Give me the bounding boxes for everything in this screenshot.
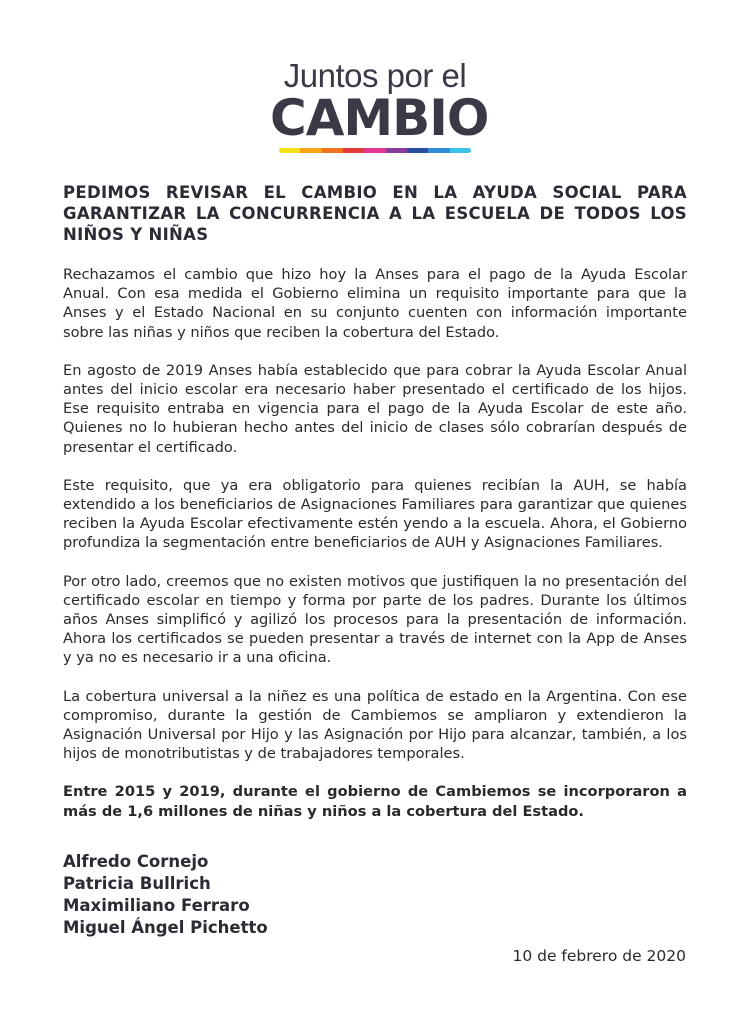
statement-body — [63, 265, 687, 840]
stripe-segment — [450, 148, 471, 153]
stripe-segment — [386, 148, 407, 153]
paragraph-1: Rechazamos el cambio que hizo hoy la Anses para el pago de la Ayuda Escolar Anual. Con esa medida el Gobierno elimina un requisito importante para que la Anses y el Estado Nacional en su conjunto cuenten con información importante sobre las niñas y niños que reciben la cobertura del Estado. — [63, 266, 687, 341]
paragraph-5: La cobertura universal a la niñez es una política de estado en la Argentina. Con ese compromiso, durante la gestión de Cambiemos se ampliaron y extendieron la Asignación Universal por Hijo y las Asignación por Hijo para alcanzar, también, a los hijos de monotributistas y de trabajadores temporales. — [63, 687, 687, 763]
stripe-segment — [407, 148, 428, 153]
paragraph-2: En agosto de 2019 Anses había establecido que para cobrar la Ayuda Escolar Anual antes del inicio escolar era necesario haber presentado el certificado de los hijos. Ese requisito entraba en vigencia para el pago de la Ayuda Escolar de este año. Quienes no lo hubieran hecho antes del inicio de clases sólo cobrarían después de presentar el certificado. — [63, 361, 687, 456]
statement-date: 10 de febrero de 2020 — [512, 947, 686, 965]
logo-line1: Juntos por el — [283, 57, 467, 94]
paragraph-6: Entre 2015 y 2019, durante el gobierno de Cambiemos se incorporaron a más de 1,6 millones de niñas y niños a la cobertura del Estado. — [63, 783, 687, 820]
statement-title: PEDIMOS REVISAR EL CAMBIO EN LA AYUDA SOCIAL PARA GARANTIZAR LA CONCURRENCIA A LA ESCUELA DE TODOS LOS NIÑOS Y NIÑAS — [63, 183, 687, 244]
stripe-segment — [343, 148, 364, 153]
paragraph-4: Por otro lado, creemos que no existen motivos que justifiquen la no presentación del certificado escolar en tiempo y forma por parte de los padres. Durante los últimos años Anses simplificó y agilizó los procesos para la presentación de información. Ahora los certificados se pueden presentar a través de internet con la App de Anses y ya no es necesario ir a una oficina. — [63, 572, 687, 667]
stripe-segment — [322, 148, 343, 153]
stripe-segment — [279, 148, 300, 153]
stripe-segment — [364, 148, 385, 153]
paragraph-3: Este requisito, que ya era obligatorio para quienes recibían la AUH, se había extendido a los beneficiarios de Asignaciones Familiares para garantizar que quienes reciben la Ayuda Escolar efectivamente estén yendo a la escuela. Ahora, el Gobierno profundiza la segmentación entre beneficiarios de AUH y Asignaciones Familiares. — [63, 476, 687, 552]
signer-name: Maximiliano Ferraro — [63, 896, 250, 915]
signers-list — [63, 851, 463, 939]
logo-color-stripe — [279, 148, 471, 153]
stripe-segment — [300, 148, 321, 153]
signer-name: Patricia Bullrich — [63, 874, 211, 893]
logo-line2: CAMBIO — [270, 89, 489, 147]
stripe-segment — [428, 148, 449, 153]
signer-name: Miguel Ángel Pichetto — [63, 918, 268, 937]
signer-name: Alfredo Cornejo — [63, 852, 209, 871]
party-logo — [270, 57, 489, 153]
